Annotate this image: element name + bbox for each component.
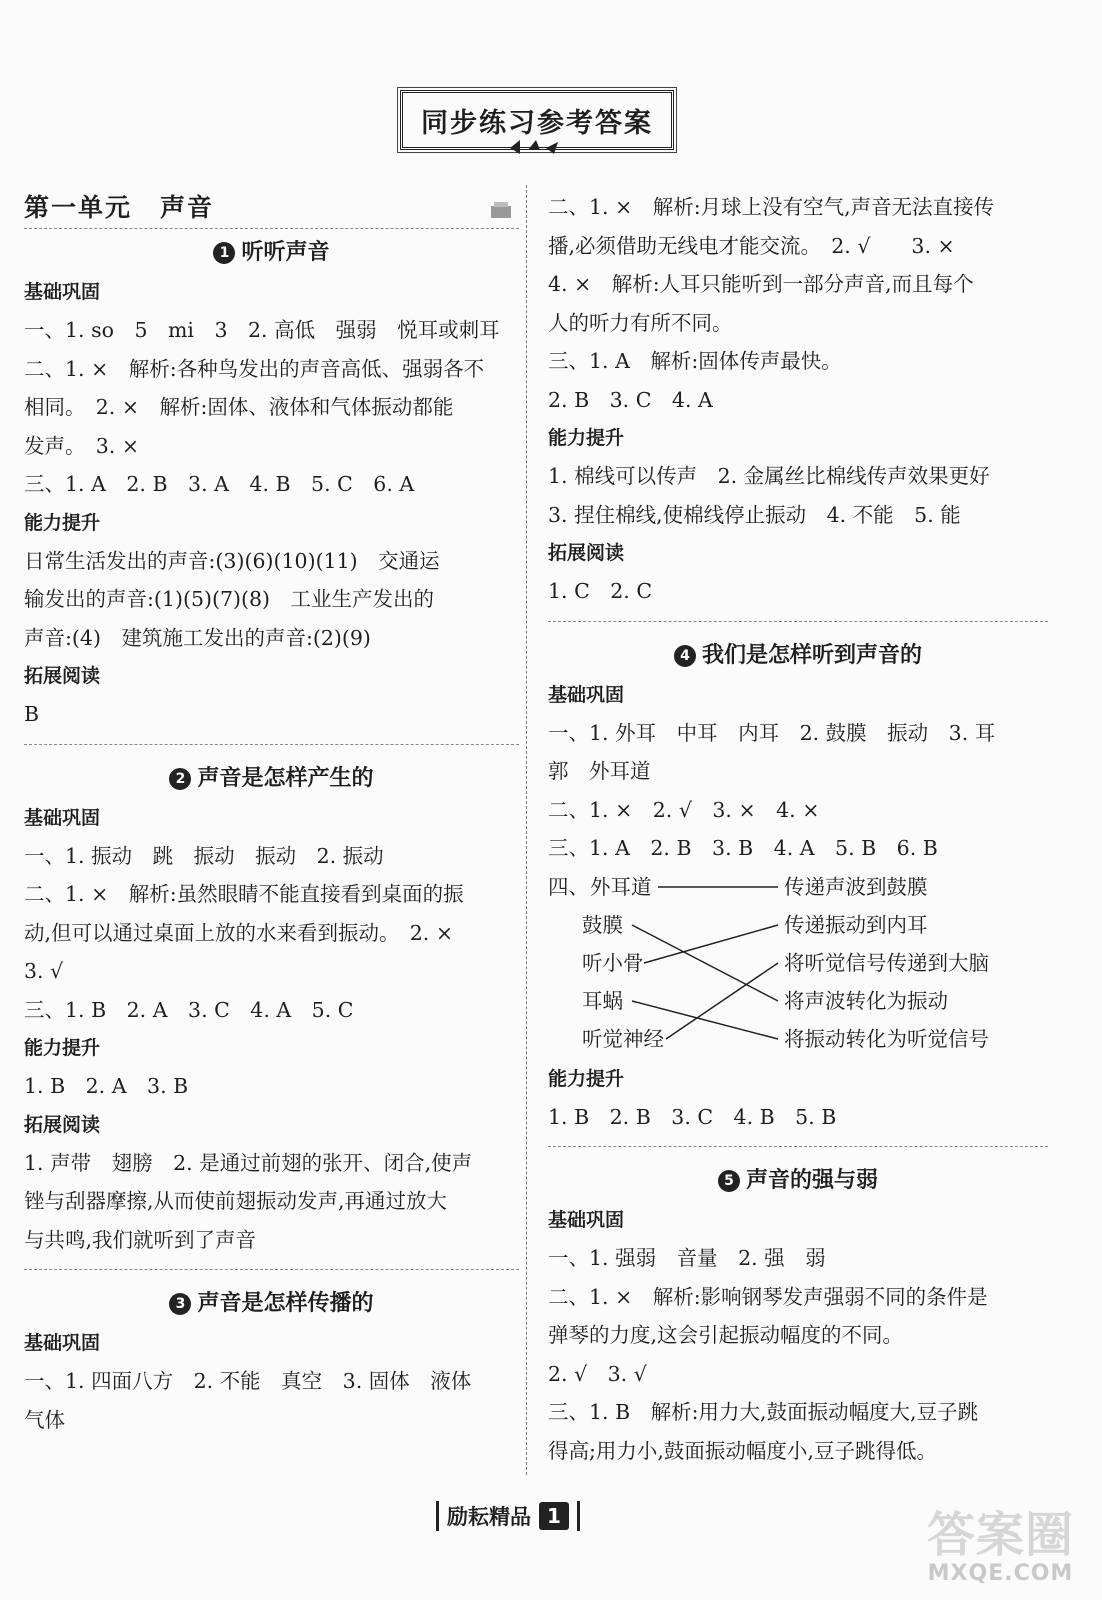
answer-line: 一、1. 四面八方 2. 不能 真空 3. 固体 液体 bbox=[24, 1369, 472, 1393]
watermark-logo: 答案圈 bbox=[926, 1507, 1074, 1563]
section-divider bbox=[24, 744, 519, 745]
answer-line: 3. 捏住棉线,使棉线停止振动 4. 不能 5. 能 bbox=[548, 502, 961, 527]
watermark-site: MXQE.COM bbox=[927, 1561, 1074, 1586]
lesson-number-badge: 3 bbox=[169, 1293, 191, 1315]
section-heading: 能力提升 bbox=[548, 1067, 625, 1090]
lesson-5-title bbox=[548, 1161, 1048, 1201]
right-column bbox=[548, 188, 1048, 1470]
answer-line: 一、1. 振动 跳 振动 振动 2. 振动 bbox=[24, 843, 384, 868]
answer-line: 日常生活发出的声音:(3)(6)(10)(11) 交通运 bbox=[24, 548, 440, 573]
match-left-item: 听小骨 bbox=[582, 950, 644, 975]
section-heading: 拓展阅读 bbox=[24, 665, 101, 687]
answer-line: 声音:(4) 建筑施工发出的声音:(2)(9) bbox=[24, 625, 371, 650]
match-line bbox=[632, 1001, 778, 1039]
watermark bbox=[927, 1509, 1074, 1586]
section-heading: 能力提升 bbox=[24, 511, 101, 534]
lesson-number-badge: 1 bbox=[213, 242, 235, 264]
match-right-item: 将声波转化为振动 bbox=[784, 988, 948, 1013]
unit-prefix: 第一单元 bbox=[24, 193, 133, 222]
answer-line: 一、1. 外耳 中耳 内耳 2. 鼓膜 振动 3. 耳 bbox=[548, 720, 996, 745]
match-left-item: 听觉神经 bbox=[582, 1026, 664, 1051]
section-heading: 能力提升 bbox=[24, 1037, 101, 1059]
answer-line: 1. C 2. C bbox=[548, 579, 653, 603]
answer-line: 郭 外耳道 bbox=[548, 759, 651, 783]
section-heading: 基础巩固 bbox=[24, 806, 101, 829]
unit-heading bbox=[24, 188, 519, 229]
match-left-item: 耳蜗 bbox=[582, 988, 623, 1013]
answer-line: 播,必须借助无线电才能交流。 2. √ 3. × bbox=[548, 233, 955, 258]
section-heading: 基础巩固 bbox=[24, 281, 101, 303]
page-title: 同步练习参考答案 bbox=[400, 90, 674, 150]
match-right-item: 传递声波到鼓膜 bbox=[784, 874, 928, 899]
answer-line: 三、1. A 2. B 3. A 4. B 5. C 6. A bbox=[24, 472, 415, 496]
section-divider bbox=[24, 1269, 519, 1270]
answer-line: 人的听力有所不同。 bbox=[548, 310, 733, 335]
answer-line: 二、1. × 解析:影响钢琴发声强弱不同的条件是 bbox=[548, 1284, 988, 1309]
answer-line: 弹琴的力度,这会引起振动幅度的不同。 bbox=[548, 1323, 904, 1347]
match-left-item: 鼓膜 bbox=[582, 912, 623, 937]
answer-line: 气体 bbox=[24, 1407, 65, 1432]
section-heading: 基础巩固 bbox=[548, 683, 625, 706]
section-divider bbox=[548, 1146, 1048, 1147]
match-line bbox=[666, 963, 778, 1039]
answer-line: 二、1. × 2. √ 3. × 4. × bbox=[548, 797, 820, 822]
answer-line: 二、1. × 解析:各种鸟发出的声音高低、强弱各不 bbox=[24, 356, 485, 381]
lesson-title-text: 听听声音 bbox=[241, 240, 330, 265]
answer-line: 1. 声带 翅膀 2. 是通过前翅的张开、闭合,使声 bbox=[24, 1150, 473, 1175]
footer-brand: 励耘精品 bbox=[447, 1505, 531, 1529]
answer-line: 二、1. × 解析:虽然眼睛不能直接看到桌面的振 bbox=[24, 882, 464, 906]
lesson-2-title bbox=[24, 759, 519, 799]
answer-line: 二、1. × 解析:月球上没有空气,声音无法直接传 bbox=[548, 195, 995, 219]
answer-line: 锉与刮器摩擦,从而使前翅振动发声,再通过放大 bbox=[24, 1189, 448, 1213]
speaker-icon bbox=[489, 200, 513, 220]
page-footer bbox=[428, 1496, 588, 1536]
unit-name: 声音 bbox=[160, 193, 215, 222]
answer-line: 4. × 解析:人耳只能听到一部分声音,而且每个 bbox=[548, 272, 974, 296]
section-heading: 能力提升 bbox=[548, 427, 625, 449]
title-ornament-icon bbox=[506, 134, 566, 156]
matching-diagram bbox=[548, 868, 1048, 1060]
answer-line: 三、1. B 解析:用力大,鼓面振动幅度大,豆子跳 bbox=[548, 1400, 979, 1424]
footer-bar bbox=[577, 1501, 580, 1531]
answer-line: 2. B 3. C 4. A bbox=[548, 387, 713, 412]
answer-line: 发声。 3. × bbox=[24, 433, 140, 458]
answer-line: 1. 棉线可以传声 2. 金属丝比棉线传声效果更好 bbox=[548, 464, 990, 488]
column-divider bbox=[526, 185, 527, 1475]
section-heading: 拓展阅读 bbox=[548, 542, 625, 564]
lesson-title-text: 我们是怎样听到声音的 bbox=[701, 642, 922, 668]
answer-line: 动,但可以通过桌面上放的水来看到振动。 2. × bbox=[24, 920, 454, 945]
lesson-number-badge: 5 bbox=[718, 1170, 740, 1192]
match-line bbox=[632, 925, 778, 1001]
answer-line: 3. √ bbox=[24, 959, 64, 983]
answer-line: 输发出的声音:(1)(5)(7)(8) 工业生产发出的 bbox=[24, 587, 435, 611]
answer-line: 三、1. A 2. B 3. B 4. A 5. B 6. B bbox=[548, 836, 938, 860]
answer-line: 1. B 2. A 3. B bbox=[24, 1074, 189, 1098]
answer-line: 2. √ 3. √ bbox=[548, 1361, 647, 1386]
answer-line: B bbox=[24, 702, 40, 726]
lesson-title-text: 声音的强与弱 bbox=[745, 1168, 878, 1193]
match-left-item: 外耳道 bbox=[590, 874, 652, 899]
match-prefix: 四、 bbox=[548, 874, 589, 899]
answer-line: 三、1. A 解析:固体传声最快。 bbox=[548, 349, 842, 373]
lesson-title-text: 声音是怎样传播的 bbox=[197, 1291, 374, 1316]
match-line bbox=[644, 925, 778, 963]
match-right-item: 传递振动到内耳 bbox=[784, 912, 928, 937]
match-right-item: 将听觉信号传递到大脑 bbox=[784, 950, 989, 975]
match-right-item: 将振动转化为听觉信号 bbox=[784, 1026, 989, 1051]
lesson-4-title bbox=[548, 636, 1048, 676]
answer-line: 一、1. 强弱 音量 2. 强 弱 bbox=[548, 1246, 826, 1270]
section-heading: 基础巩固 bbox=[24, 1332, 101, 1354]
section-divider bbox=[548, 621, 1048, 622]
lesson-3-title bbox=[24, 1284, 519, 1324]
lesson-number-badge: 2 bbox=[169, 768, 191, 790]
answer-line: 得高;用力小,鼓面振动幅度小,豆子跳得低。 bbox=[548, 1438, 937, 1463]
page-number: 1 bbox=[539, 1502, 569, 1530]
answer-line: 1. B 2. B 3. C 4. B 5. B bbox=[548, 1104, 837, 1129]
answer-line: 与共鸣,我们就听到了声音 bbox=[24, 1227, 257, 1252]
matching-lines bbox=[548, 868, 1048, 1060]
lesson-number-badge: 4 bbox=[674, 645, 696, 667]
answer-line: 相同。 2. × 解析:固体、液体和气体振动都能 bbox=[24, 395, 454, 419]
answer-line: 三、1. B 2. A 3. C 4. A 5. C bbox=[24, 997, 354, 1022]
lesson-title-text: 声音是怎样产生的 bbox=[197, 765, 374, 791]
section-heading: 拓展阅读 bbox=[24, 1113, 101, 1136]
lesson-1-title bbox=[24, 233, 519, 273]
section-heading: 基础巩固 bbox=[548, 1209, 625, 1231]
footer-bar bbox=[436, 1501, 439, 1531]
left-column bbox=[24, 188, 519, 1439]
answer-line: 一、1. so 5 mi 3 2. 高低 强弱 悦耳或刺耳 bbox=[24, 318, 500, 342]
